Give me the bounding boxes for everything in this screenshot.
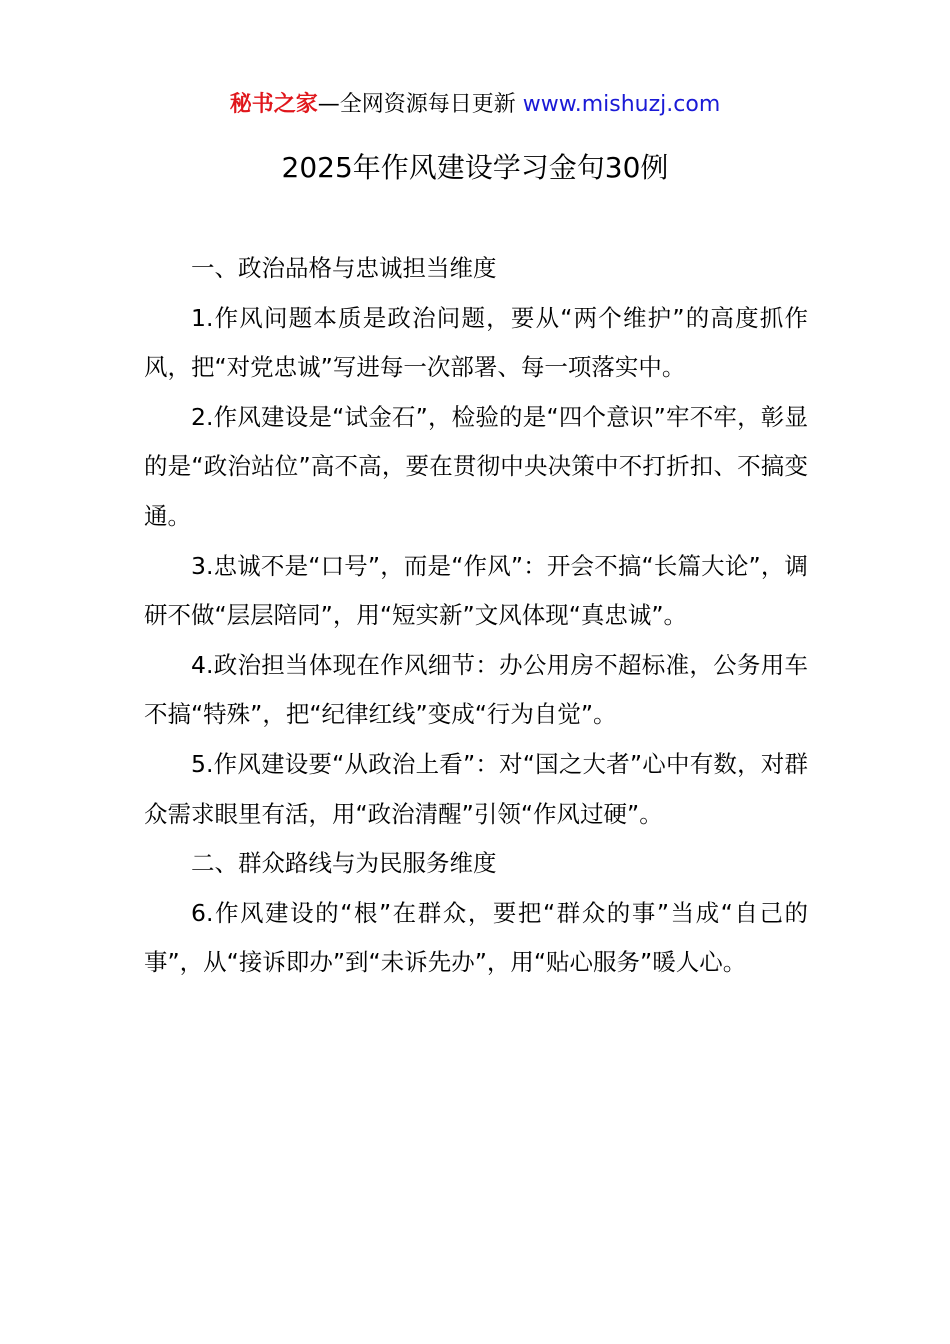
site-url-link[interactable]: www.mishuzj.com [522,92,721,117]
quote-item-2: 2.作风建设是“试金石”，检验的是“四个意识”牢不牢，彰显的是“政治站位”高不高，要在贯彻中央决策中不打折扣、不搞变通。 [144,402,808,530]
quote-item-3: 3.忠诚不是“口号”，而是“作风”：开会不搞“长篇大论”，调研不做“层层陪同”，用“短实新”文风体现“真忠诚”。 [144,551,808,630]
quote-item-5: 5.作风建设要“从政治上看”：对“国之大者”心中有数，对群众需求眼里有活，用“政治清醒”引领“作风过硬”。 [144,749,808,828]
quote-item-6: 6.作风建设的“根”在群众，要把“群众的事”当成“自己的事”，从“接诉即办”到“未诉先办”，用“贴心服务”暖人心。 [144,898,808,977]
document-title: 2025年作风建设学习金句30例 [281,151,669,184]
brand-name: 秘书之家 [229,92,318,117]
site-header [0,88,950,122]
header-dash: — [317,92,340,117]
section-heading-2: 二、群众路线与为民服务维度 [191,849,497,878]
quote-item-4: 4.政治担当体现在作风细节：办公用房不超标准，公务用车不搞“特殊”，把“纪律红线”变成“行为自觉”。 [144,650,808,729]
quote-item-1: 1.作风问题本质是政治问题，要从“两个维护”的高度抓作风，把“对党忠诚”写进每一次部署、每一项落实中。 [144,303,808,382]
header-slogan: 全网资源每日更新 [339,92,516,117]
document-body [144,244,808,988]
section-heading-1: 一、政治品格与忠诚担当维度 [191,254,497,282]
